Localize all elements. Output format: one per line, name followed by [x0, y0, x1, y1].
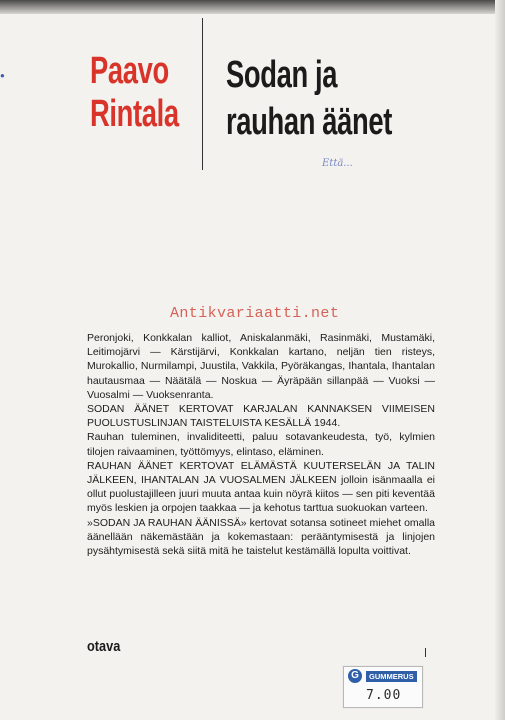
blurb-paragraph: Peronjoki, Konkkalan kalliot, Aniskalanmäki, Rasinmäki, Mustamäki, Leitimojärvi — Kärstijärvi, Konkkalan kartano, neljän tien risteys, Murokallio, Nurmilampi, Juustila, Vakkila, Pyöräkangas, Ihantala, Ihantalan hautausmaa — Näätälä — Noskua — Äyräpään sillanpää — Vuoksi — Vuosalmi — Vuoksenranta. [87, 332, 435, 401]
blurb-paragraph: RAUHAN ÄÄNET KERTOVAT ELÄMÄSTÄ KUUTERSELÄN JA TALIN JÄLKEEN, IHANTALAN JA VUOSALMEN JÄLKEEN jolloin isänmaalla ei ollut puolustajilleen juuri muuta antaa kuin nöyrä kiitos — sen piti keventää myös leskien ja orpojen taakkaa — ja kehotus tarttua suokuokan varteen. [87, 459, 435, 515]
seller-watermark: Antikvariaatti.net [170, 305, 340, 322]
blurb-paragraph: SODAN ÄÄNET KERTOVAT KARJALAN KANNAKSEN VIIMEISEN PUOLUSTUSLINJAN TAISTELUISTA KESÄLLÄ 1944. [87, 403, 435, 430]
publisher-name: otava [87, 638, 121, 655]
handwritten-note: Että... [322, 158, 353, 169]
title-line-1: Sodan ja [226, 54, 338, 96]
author-first-name: Paavo [90, 50, 169, 92]
author-name [90, 50, 179, 136]
price-sticker-brand: GUMMERUS [366, 671, 417, 682]
blurb-paragraph: »SODAN JA RAUHAN ÄÄNISSÄ» kertovat sotansa sotineet miehet omalla äänellään näkemästään ja kokemastaan: perääntymisestä ja linjojen pysähtymisestä sekä siitä mitä he taistelut kestämällä lopulta voittivat. [87, 516, 435, 558]
price-value: 7.00 [366, 688, 402, 703]
ink-mark-icon: ● [0, 71, 5, 80]
title-line-2: rauhan äänet [226, 101, 392, 143]
title-divider [202, 18, 203, 170]
price-sticker [343, 666, 423, 708]
back-cover-blurb [87, 331, 435, 558]
price-sticker-header [344, 667, 422, 685]
spine-mark [425, 648, 426, 657]
author-last-name: Rintala [90, 93, 179, 135]
blurb-paragraph: Rauhan tuleminen, invaliditeetti, paluu sotavankeudesta, työ, kylmien tilojen raivaaminen, työttömyys, elintaso, eläminen. [87, 431, 435, 458]
gummerus-logo-icon: G [348, 669, 362, 683]
book-title [226, 52, 392, 146]
